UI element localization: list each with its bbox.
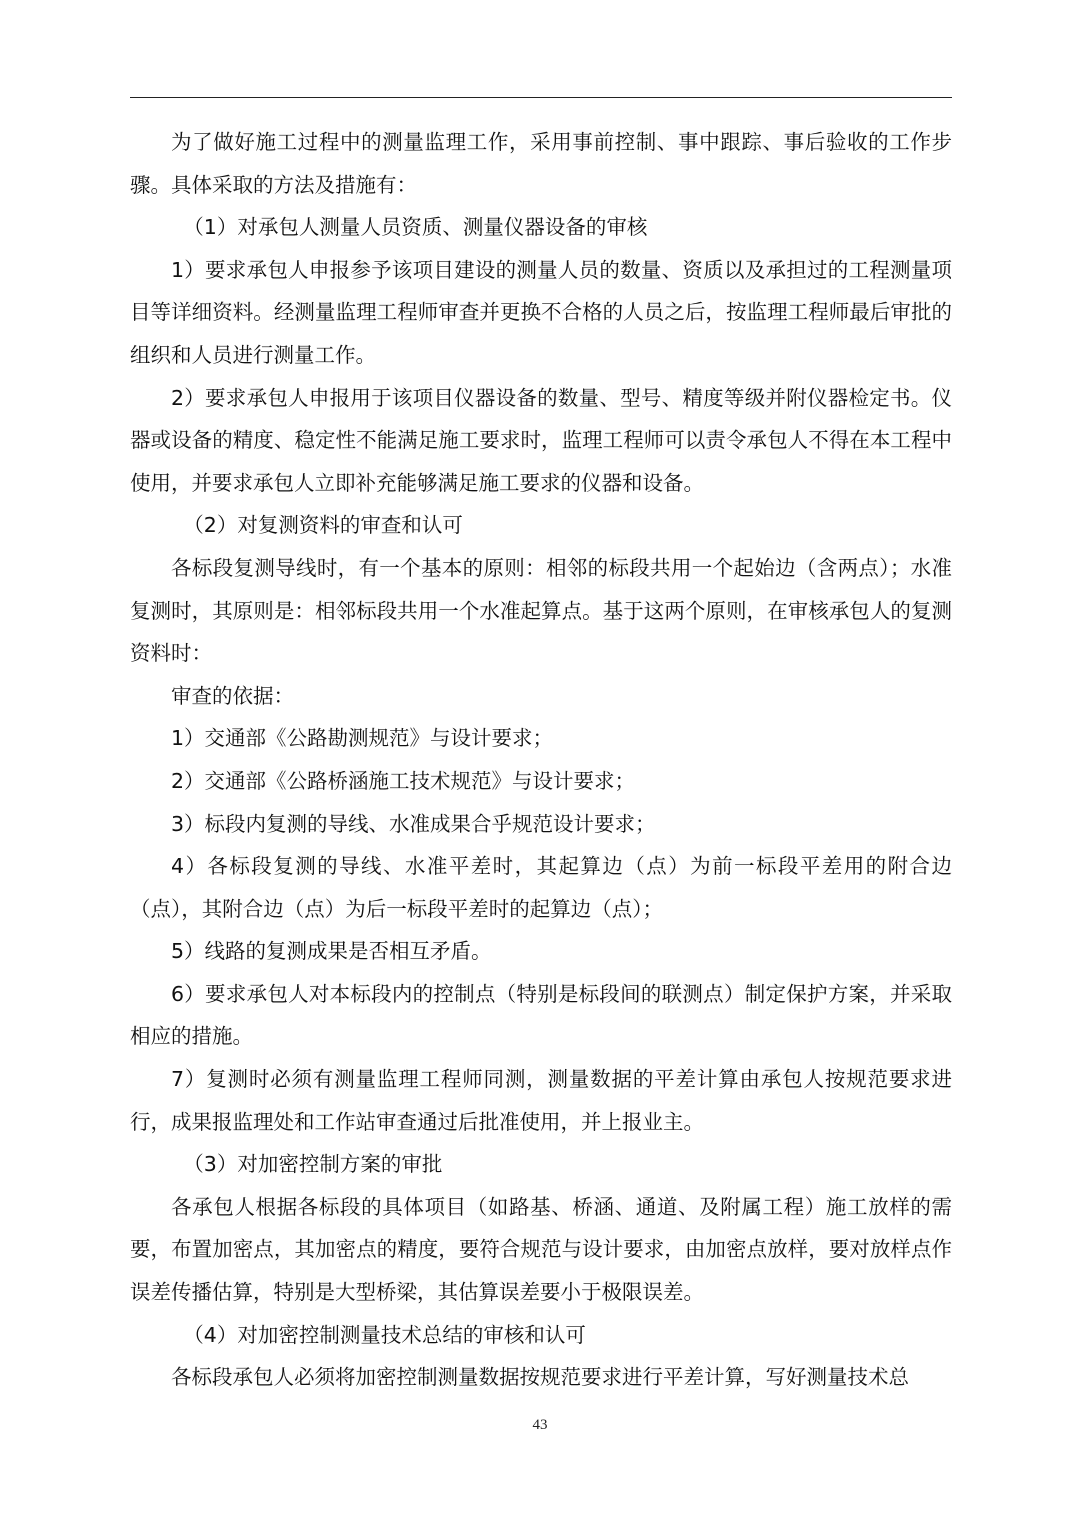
paragraph-item-1-2: 2）要求承包人申报用于该项目仪器设备的数量、型号、精度等级并附仪器检定书。仪器或设备的精度、稳定性不能满足施工要求时，监理工程师可以责令承包人不得在本工程中使用，并要求承包人立即补充能够满足施工要求的仪器和设备。: [130, 385, 952, 495]
paragraph-item-1-1: 1）要求承包人申报参予该项目建设的测量人员的数量、资质以及承担过的工程测量项目等详细资料。经测量监理工程师审查并更换不合格的人员之后，按监理工程师最后审批的组织和人员进行测量工作。: [130, 257, 952, 367]
paragraph-retest-principle: 各标段复测导线时，有一个基本的原则：相邻的标段共用一个起始边（含两点）；水准复测时，其原则是：相邻标段共用一个水准起算点。基于这两个原则，在审核承包人的复测资料时：: [130, 555, 952, 666]
page-number: 43: [532, 1417, 548, 1433]
paragraph-basis-7: 7）复测时必须有测量监理工程师同测，测量数据的平差计算由承包人按规范要求进行，成果报监理处和工作站审查通过后批准使用，并上报业主。: [130, 1067, 952, 1134]
paragraph-basis-3: 3）标段内复测的导线、水准成果合乎规范设计要求；: [171, 811, 656, 836]
section-heading-1: （1）对承包人测量人员资质、测量仪器设备的审核: [183, 215, 648, 240]
document-body: [130, 121, 952, 1399]
section-heading-3: （3）对加密控制方案的审批: [183, 1152, 443, 1177]
paragraph-review-basis: 审查的依据：: [171, 683, 294, 708]
paragraph-basis-6: 6）要求承包人对本标段内的控制点（特别是标段间的联测点）制定保护方案，并采取相应的措施。: [130, 981, 952, 1049]
header-rule: [130, 97, 952, 98]
paragraph-densify-plan: 各承包人根据各标段的具体项目（如路基、桥涵、通道、及附属工程）施工放样的需要，布置加密点，其加密点的精度，要符合规范与设计要求，由加密点放样，要对放样点作误差传播估算，特别是大型桥梁，其估算误差要小于极限误差。: [130, 1194, 952, 1305]
section-heading-4: （4）对加密控制测量技术总结的审核和认可: [183, 1322, 586, 1347]
paragraph-densify-summary: 各标段承包人必须将加密控制测量数据按规范要求进行平差计算，写好测量技术总: [171, 1365, 909, 1390]
section-heading-2: （2）对复测资料的审查和认可: [183, 513, 463, 538]
paragraph-basis-1: 1）交通部《公路勘测规范》与设计要求；: [171, 726, 554, 751]
paragraph-basis-4: 4）各标段复测的导线、水准平差时，其起算边（点）为前一标段平差用的附合边（点），其附合边（点）为后一标段平差时的起算边（点）；: [130, 854, 952, 921]
paragraph-basis-2: 2）交通部《公路桥涵施工技术规范》与设计要求；: [171, 768, 636, 793]
paragraph-intro: 为了做好施工过程中的测量监理工作，采用事前控制、事中跟踪、事后验收的工作步骤。具体采取的方法及措施有：: [130, 130, 952, 197]
paragraph-basis-5: 5）线路的复测成果是否相互矛盾。: [171, 939, 492, 964]
